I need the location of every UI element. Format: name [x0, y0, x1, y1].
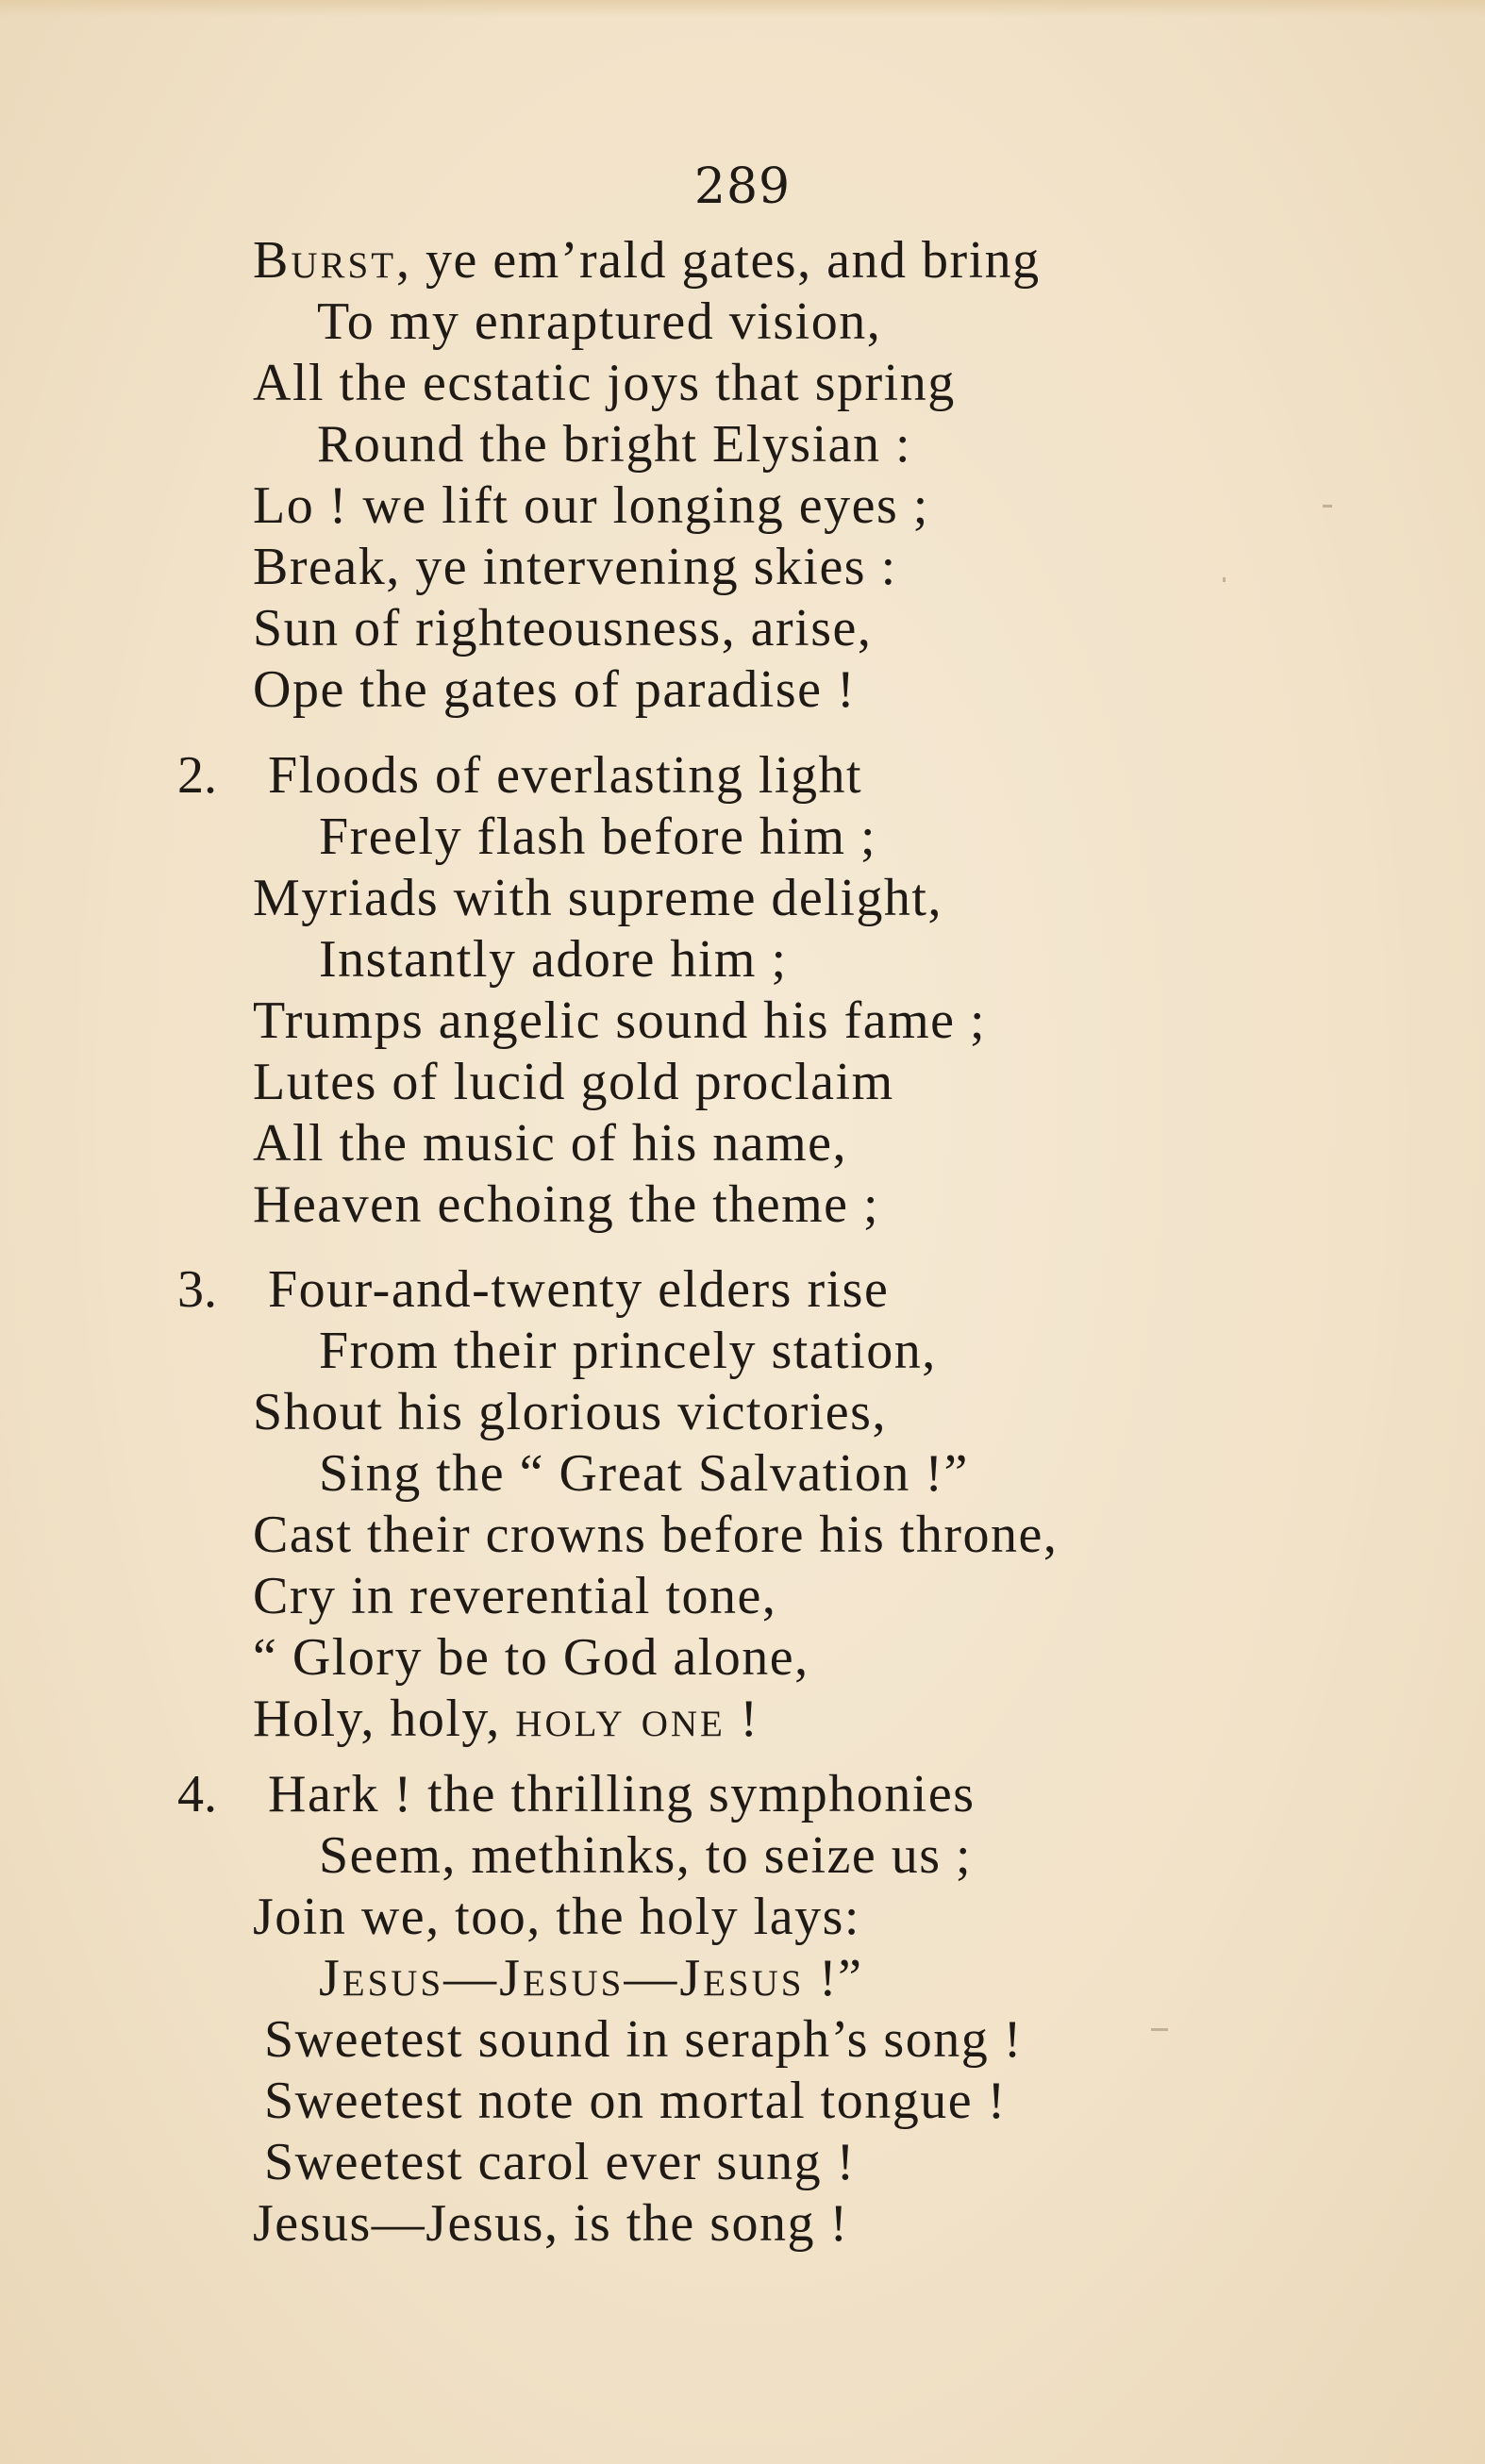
hymn-line: Instantly adore him ;: [319, 930, 788, 989]
hymn-line: Sing the “ Great Salvation !”: [319, 1444, 969, 1503]
paper-speck: [1151, 2028, 1168, 2031]
hymn-line: [319, 1948, 863, 2008]
stanza-number: 2.: [177, 746, 217, 805]
hymn-line: Sun of righteousness, arise,: [253, 599, 873, 658]
hymn-line: “ Glory be to God alone,: [253, 1628, 809, 1687]
drop-word: Burst: [253, 231, 397, 290]
page-top-edge: [0, 0, 1485, 17]
hymn-line: Cry in reverential tone,: [253, 1567, 777, 1625]
hymn-line: Myriads with supreme delight,: [253, 869, 943, 927]
hymn-line: From their princely station,: [319, 1322, 937, 1380]
line-end: !”: [804, 1949, 863, 2007]
hymn-line: [253, 230, 1041, 291]
hymn-line: Lo ! we lift our longing eyes ;: [253, 476, 929, 535]
hymn-line: Freely flash before him ;: [319, 807, 877, 866]
hymn-line: Sweetest note on mortal tongue !: [264, 2072, 1007, 2130]
hymn-line: All the ecstatic joys that spring: [253, 354, 956, 412]
stanza-number: 3.: [177, 1260, 217, 1319]
paper-speck: [1323, 505, 1332, 508]
stanza-number: 4.: [177, 1765, 217, 1823]
hymn-line: Lutes of lucid gold proclaim: [253, 1053, 894, 1111]
page-number: 289: [693, 158, 792, 215]
hymn-line: Four-and-twenty elders rise: [268, 1260, 890, 1319]
line-start: Holy, holy,: [253, 1690, 516, 1748]
line-end: !: [725, 1690, 759, 1748]
hymn-line: Heaven echoing the theme ;: [253, 1175, 880, 1234]
hymn-line: To my enraptured vision,: [317, 292, 882, 351]
hymn-line: All the music of his name,: [253, 1114, 848, 1173]
small-caps-words: holy one: [515, 1690, 726, 1748]
hymn-line: Hark ! the thrilling symphonies: [268, 1765, 976, 1823]
hymn-line: Sweetest sound in seraph’s song !: [264, 2010, 1023, 2069]
hymn-line: [253, 1689, 759, 1749]
hymn-line: Jesus—Jesus, is the song !: [253, 2194, 849, 2253]
hymn-line: Break, ye intervening skies :: [253, 538, 897, 596]
paper-speck: [1223, 577, 1226, 582]
hymn-line: Ope the gates of paradise !: [253, 660, 857, 719]
hymn-line: Shout his glorious victories,: [253, 1383, 887, 1441]
hymn-line: Round the bright Elysian :: [317, 415, 912, 474]
line-rest: , ye em’rald gates, and bring: [396, 231, 1041, 290]
hymn-line: Seem, methinks, to seize us ;: [319, 1826, 973, 1885]
small-caps-words: Jesus—Jesus—Jesus: [319, 1949, 805, 2007]
hymn-line: Floods of everlasting light: [268, 746, 863, 805]
hymn-line: Join we, too, the holy lays:: [253, 1888, 860, 1946]
hymn-line: Cast their crowns before his throne,: [253, 1506, 1059, 1564]
hymn-line: Trumps angelic sound his fame ;: [253, 991, 987, 1050]
hymn-line: Sweetest carol ever sung !: [264, 2133, 856, 2191]
